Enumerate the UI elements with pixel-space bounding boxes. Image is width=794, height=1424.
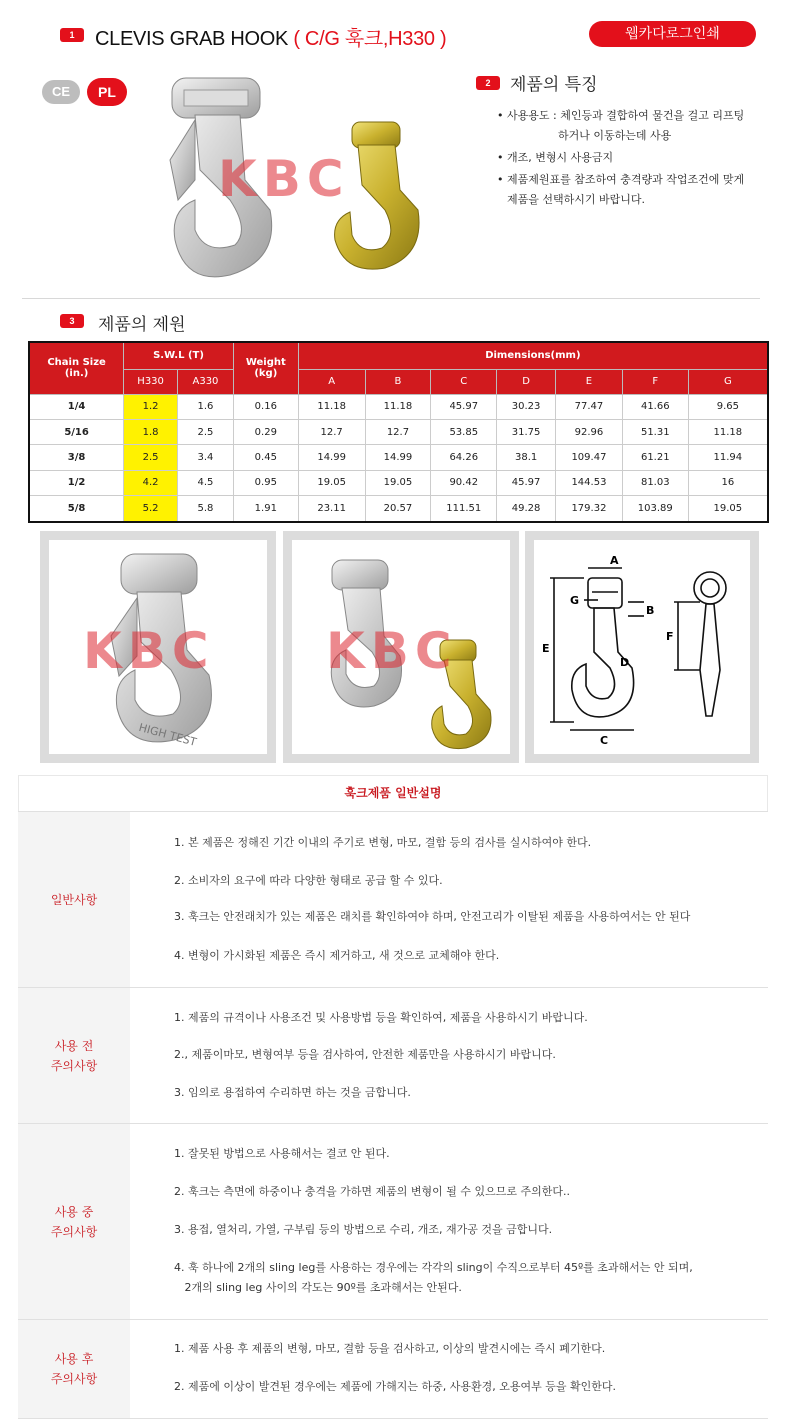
- cell-dim: 14.99: [365, 445, 431, 470]
- table-row: [29, 394, 768, 419]
- kbc-watermark-hero: KBC: [218, 150, 350, 208]
- cell-dim: 45.97: [431, 394, 497, 419]
- header-dim-g: G: [688, 369, 768, 394]
- cell-dim: 14.99: [298, 445, 365, 470]
- feature-item: • 제품제원표를 참조하여 충격량과 작업조건에 맞게 제품을 선택하시기 바랍니다.: [497, 170, 787, 210]
- cell-dim: 11.18: [688, 419, 768, 444]
- cell-h330: 2.5: [124, 445, 178, 470]
- list-item: 1. 제품 사용 후 제품의 변형, 마모, 결함 등을 검사하고, 이상의 발견시에는 즉시 폐기한다.: [174, 1342, 606, 1355]
- general-section-during-use: [18, 1123, 768, 1319]
- cell-dim: 64.26: [431, 445, 497, 470]
- list-item: 1. 본 제품은 정해진 기간 이내의 주기로 변형, 마모, 결함 등의 검사를 실시하여야 한다.: [174, 836, 592, 849]
- header-dim-b: B: [365, 369, 431, 394]
- table-row: [29, 496, 768, 523]
- cell-h330: 1.2: [124, 394, 178, 419]
- cell-size: 5/16: [29, 419, 124, 444]
- header-dim-e: E: [556, 369, 623, 394]
- list-item: 2. 제품에 이상이 발견된 경우에는 제품에 가해지는 하중, 사용환경, 오용여부 등을 확인한다.: [174, 1380, 616, 1393]
- diagram-label-a: A: [610, 554, 619, 567]
- header-dim-c: C: [431, 369, 497, 394]
- cell-h330: 1.8: [124, 419, 178, 444]
- cell-dim: 9.65: [688, 394, 768, 419]
- hook-dimension-drawing: [534, 540, 750, 754]
- cell-dim: 111.51: [431, 496, 497, 523]
- cell-a330: 2.5: [178, 419, 234, 444]
- dimension-diagram: [525, 531, 759, 763]
- list-item: 3. 임의로 용접하여 수리하면 하는 것을 금합니다.: [174, 1086, 411, 1099]
- table-row: [29, 419, 768, 444]
- section-divider: [22, 298, 760, 299]
- cell-dim: 77.47: [556, 394, 623, 419]
- section-label: 사용 후 주의사항: [18, 1320, 130, 1418]
- cell-size: 1/4: [29, 394, 124, 419]
- cell-dim: 30.23: [497, 394, 556, 419]
- cell-dim: 53.85: [431, 419, 497, 444]
- cell-dim: 19.05: [298, 470, 365, 495]
- header-dim-f: F: [622, 369, 688, 394]
- list-item: 3. 용접, 열처리, 가열, 구부림 등의 방법으로 수리, 개조, 재가공 것을 금합니다.: [174, 1223, 553, 1236]
- cell-dim: 92.96: [556, 419, 623, 444]
- general-description-title: 훅크제품 일반설명: [18, 775, 768, 811]
- cell-dim: 11.18: [365, 394, 431, 419]
- section-3-badge: 3: [60, 314, 84, 328]
- cell-h330: 4.2: [124, 470, 178, 495]
- header-h330: H330: [124, 369, 178, 394]
- cell-dim: 23.11: [298, 496, 365, 523]
- table-row: [29, 470, 768, 495]
- cell-dim: 61.21: [622, 445, 688, 470]
- cell-dim: 12.7: [365, 419, 431, 444]
- kbc-watermark-photo-1: KBC: [83, 622, 215, 680]
- header-weight: Weight (kg): [233, 342, 298, 394]
- features-title: 제품의 특징: [510, 75, 598, 95]
- section-2-badge: 2: [476, 76, 500, 90]
- cell-a330: 4.5: [178, 470, 234, 495]
- cell-dim: 12.7: [298, 419, 365, 444]
- cell-weight: 0.95: [233, 470, 298, 495]
- cell-dim: 109.47: [556, 445, 623, 470]
- list-item: 1. 제품의 규격이나 사용조건 및 사용방법 등을 확인하여, 제품을 사용하시기 바랍니다.: [174, 1011, 588, 1024]
- cell-h330: 5.2: [124, 496, 178, 523]
- cell-dim: 144.53: [556, 470, 623, 495]
- cell-dim: 49.28: [497, 496, 556, 523]
- kbc-watermark-photo-2: KBC: [326, 622, 458, 680]
- cell-dim: 51.31: [622, 419, 688, 444]
- feature-item: • 개조, 변형시 사용금지: [497, 148, 787, 168]
- section-label: 사용 전 주의사항: [18, 988, 130, 1123]
- cell-dim: 31.75: [497, 419, 556, 444]
- cell-dim: 20.57: [365, 496, 431, 523]
- hook-marking-text: HIGH TEST: [137, 720, 198, 749]
- cell-dim: 81.03: [622, 470, 688, 495]
- cell-dim: 19.05: [365, 470, 431, 495]
- header-swl: S.W.L (T): [124, 342, 234, 369]
- list-item: 2. 소비자의 요구에 따라 다양한 형태로 공급 할 수 있다.: [174, 874, 443, 887]
- cell-weight: 0.16: [233, 394, 298, 419]
- page-title-model: ( C/G 훅크,H330 ): [293, 28, 447, 50]
- cell-size: 5/8: [29, 496, 124, 523]
- cell-a330: 1.6: [178, 394, 234, 419]
- cell-dim: 103.89: [622, 496, 688, 523]
- page-title: [95, 22, 446, 51]
- cell-weight: 1.91: [233, 496, 298, 523]
- cell-dim: 19.05: [688, 496, 768, 523]
- general-section-general: [18, 811, 768, 987]
- list-item: 2개의 sling leg 사이의 각도는 90º를 초과해서는 안된다.: [174, 1281, 462, 1294]
- cell-dim: 41.66: [622, 394, 688, 419]
- header-dim-a: A: [298, 369, 365, 394]
- list-item: 1. 잘못된 방법으로 사용해서는 결코 안 된다.: [174, 1147, 390, 1160]
- cell-dim: 90.42: [431, 470, 497, 495]
- cell-a330: 3.4: [178, 445, 234, 470]
- cell-dim: 45.97: [497, 470, 556, 495]
- cell-dim: 11.94: [688, 445, 768, 470]
- cell-dim: 16: [688, 470, 768, 495]
- list-item: 2. 훅크는 측면에 하중이나 충격을 가하면 제품의 변형이 될 수 있으므로 주의한다..: [174, 1185, 570, 1198]
- cell-size: 3/8: [29, 445, 124, 470]
- section-label: 사용 중 주의사항: [18, 1124, 130, 1319]
- cell-weight: 0.45: [233, 445, 298, 470]
- table-row: [29, 445, 768, 470]
- ce-certification-logo: CE: [42, 80, 80, 104]
- specs-title: 제품의 제원: [98, 315, 186, 335]
- product-photo-pair: [283, 531, 519, 763]
- header-dim-d: D: [497, 369, 556, 394]
- product-photo-silver: [40, 531, 276, 763]
- general-section-after-use: [18, 1319, 768, 1419]
- header-a330: A330: [178, 369, 234, 394]
- page-title-main: CLEVIS GRAB HOOK: [95, 28, 289, 50]
- header-dimensions: Dimensions(mm): [298, 342, 768, 369]
- spec-table: [28, 341, 769, 523]
- pl-certification-logo: PL: [87, 78, 127, 106]
- cell-dim: 11.18: [298, 394, 365, 419]
- web-catalog-print-button[interactable]: 웹카다로그인쇄: [589, 21, 756, 47]
- cell-dim: 179.32: [556, 496, 623, 523]
- list-item: 3. 훅크는 안전래치가 있는 제품은 래치를 확인하여야 하며, 안전고리가 이탈된 제품을 사용하여서는 안 된다: [174, 910, 691, 923]
- list-item: 4. 훅 하나에 2개의 sling leg를 사용하는 경우에는 각각의 sling이 수직으로부터 45º를 초과해서는 안 되며,: [174, 1261, 693, 1274]
- section-label: 일반사항: [18, 812, 130, 987]
- features-list: [497, 106, 787, 210]
- diagram-label-e: E: [542, 642, 550, 655]
- cell-a330: 5.8: [178, 496, 234, 523]
- cell-size: 1/2: [29, 470, 124, 495]
- list-item: 4. 변형이 가시화된 제품은 즉시 제거하고, 새 것으로 교체해야 한다.: [174, 949, 500, 962]
- diagram-label-f: F: [666, 630, 674, 643]
- header-chain-size: Chain Size (in.): [29, 342, 124, 394]
- feature-item: • 사용용도 : 체인등과 결합하여 물건을 걸고 리프팅 하거나 이동하는데 사용: [497, 106, 787, 146]
- list-item: 2., 제품이마모, 변형여부 등을 검사하여, 안전한 제품만을 사용하시기 바랍니다.: [174, 1048, 556, 1061]
- cell-weight: 0.29: [233, 419, 298, 444]
- diagram-label-d: D: [620, 656, 630, 669]
- diagram-label-g: G: [570, 594, 580, 607]
- general-section-before-use: [18, 987, 768, 1123]
- section-1-badge: 1: [60, 28, 84, 42]
- diagram-label-c: C: [600, 734, 609, 747]
- diagram-label-b: B: [646, 604, 655, 617]
- cell-dim: 38.1: [497, 445, 556, 470]
